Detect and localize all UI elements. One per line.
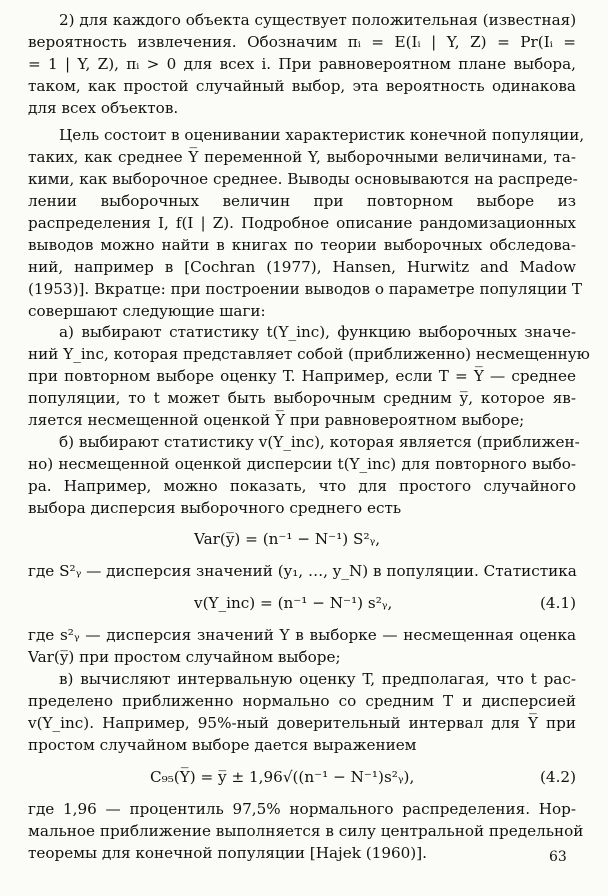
text-line: в) вычисляют интервальную оценку T, предполагая, что t рас- [59, 670, 576, 689]
text-line: для всех объектов. [28, 98, 179, 117]
text-line: простом случайном выборе дается выражением [28, 735, 417, 754]
text-line: Var(y̅) при простом случайном выборе; [28, 648, 341, 667]
equation-formula: C₉₅(Y̅) = y̅ ± 1,96√((n⁻¹ − N⁻¹)s²ᵧ), [150, 767, 415, 786]
text-line: совершают следующие шаги: [28, 301, 266, 320]
text-line: где S²ᵧ — дисперсия значений (y₁, …, y_N) в популяции. Статистика [28, 562, 577, 581]
equation [28, 519, 576, 561]
equation-number: (4.2) [539, 767, 576, 786]
text-line: теоремы для конечной популяции [Hajek (1960)]. [28, 843, 427, 862]
text-line: (1953)]. Вкратце: при построении выводов о параметре популяции T [28, 279, 583, 298]
text-line: популяции, то t может быть выборочным средним y̅, которое яв- [28, 389, 576, 408]
text-line: распределения I, f(I | Z). Подробное описание рандомизационных [28, 214, 576, 233]
equation-formula: v(Y_inc) = (n⁻¹ − N⁻¹) s²ᵧ, [194, 594, 393, 613]
equation-formula: Var(y̅) = (n⁻¹ − N⁻¹) S²ᵧ, [194, 530, 381, 549]
equation [28, 757, 576, 799]
text-line: при повторном выборе оценку T. Например, если T = Y̅ — среднее [28, 367, 576, 386]
text-line: кими, как выборочное среднее. Выводы основываются на распреде- [28, 170, 578, 189]
text-line: = 1 | Y, Z), πᵢ > 0 для всех i. При равновероятном плане выбора, [28, 54, 576, 73]
equation-number: (4.1) [539, 594, 576, 613]
text-line: лении выборочных величин при повторном выборе из [28, 192, 576, 211]
equation [28, 583, 576, 625]
page-body [28, 10, 590, 864]
text-line: Цель состоит в оценивании характеристик конечной популяции, [59, 126, 585, 145]
text-line: ний Y_inc, которая представляет собой (приближенно) несмещенную [28, 345, 590, 364]
text-line: выводов можно найти в книгах по теории выборочных обследова- [28, 235, 576, 254]
text-line: таких, как среднее Y̅ переменной Y, выборочными величинами, та- [28, 148, 576, 167]
text-line: вероятность извлечения. Обозначим πᵢ = E(Iᵢ | Y, Z) = Pr(Iᵢ = [28, 32, 576, 51]
text-line: пределено приближенно нормально со средним T и дисперсией [28, 692, 576, 711]
text-line: ра. Например, можно показать, что для простого случайного [28, 476, 576, 495]
text-line: ляется несмещенной оценкой Y̅ при равновероятном выборе; [28, 411, 525, 430]
text-line: где s²ᵧ — дисперсия значений Y в выборке — несмещенная оценка [28, 626, 576, 645]
text-line: но) несмещенной оценкой дисперсии t(Y_inc) для повторного выбо- [28, 454, 576, 473]
text-line: v(Y_inc). Например, 95%-ный доверительный интервал для Y̅ при [28, 713, 576, 732]
text-line: мальное приближение выполняется в силу центральной предельной [28, 821, 584, 840]
page-number: 63 [549, 849, 567, 865]
text-line: а) выбирают статистику t(Y_inc), функцию выборочных значе- [59, 323, 576, 342]
text-line: 2) для каждого объекта существует положительная (известная) [59, 11, 577, 29]
text-line: таком, как простой случайный выбор, эта вероятность одинакова [28, 76, 576, 95]
text-line: ний, например в [Cochran (1977), Hansen, Hurwitz and Madow [28, 257, 576, 276]
text-line: выбора дисперсия выборочного среднего есть [28, 498, 402, 517]
text-line: б) выбирают статистику v(Y_inc), которая является (приближен- [59, 432, 580, 451]
text-line: где 1,96 — процентиль 97,5% нормального распределения. Нор- [28, 799, 576, 818]
